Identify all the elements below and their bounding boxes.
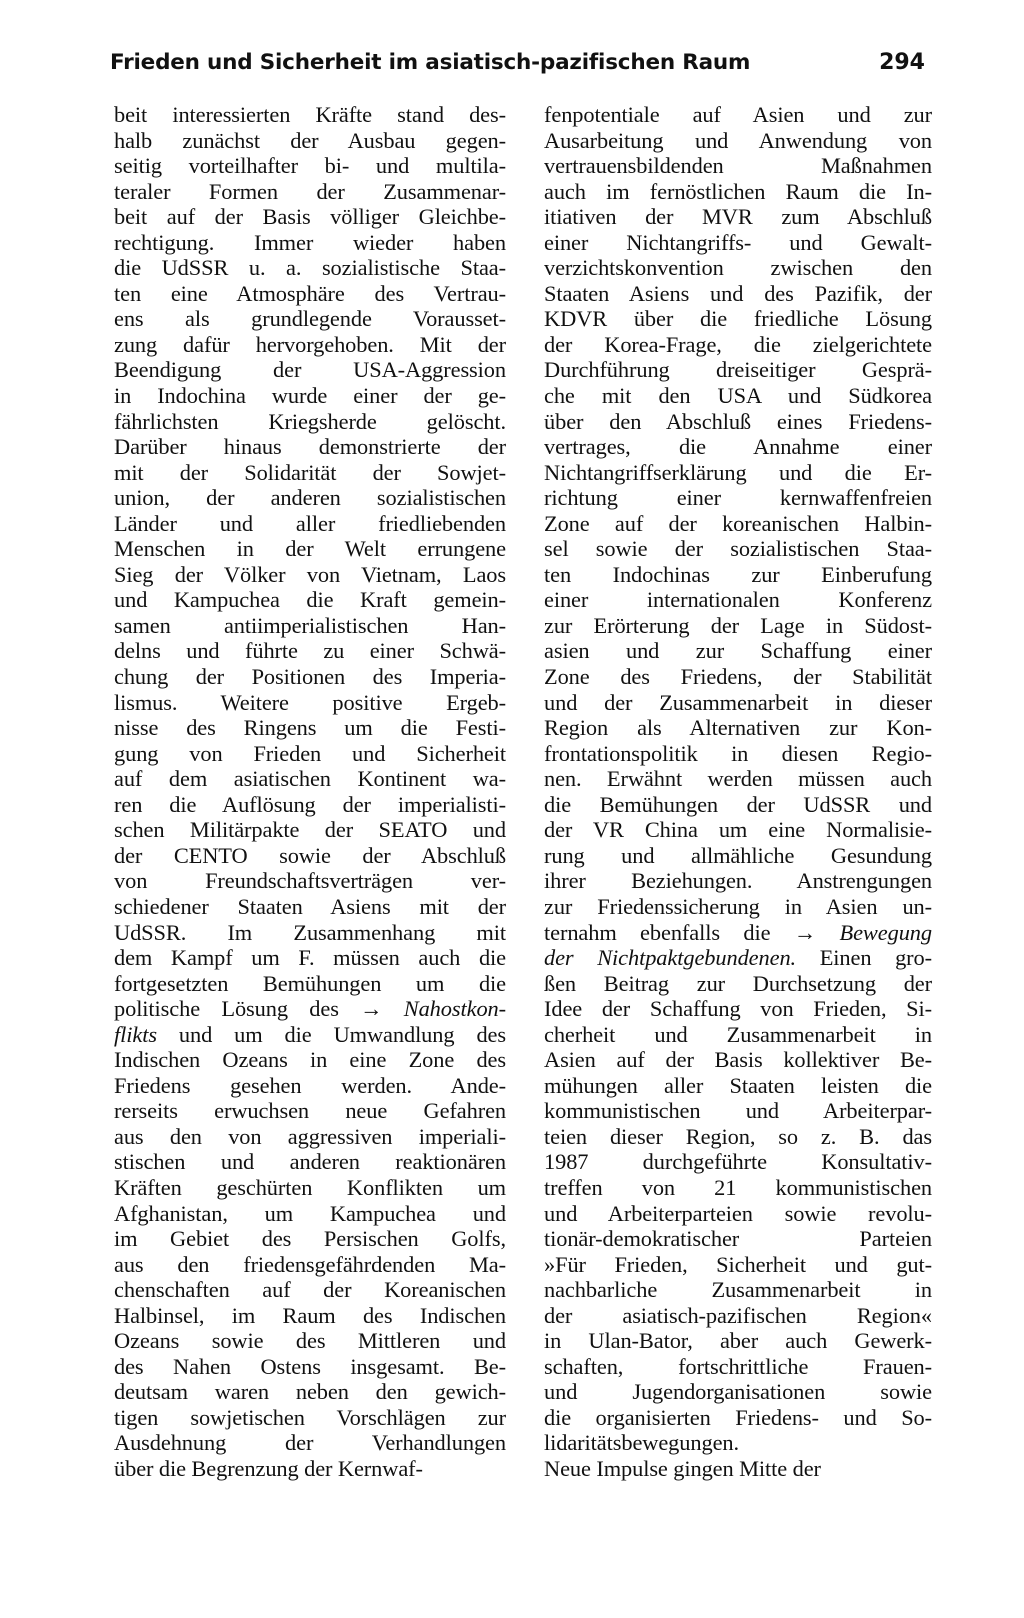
text-line: fenpotentiale auf Asien und zur [544,102,932,127]
text-line: Zone des Friedens, der Stabilität [544,664,932,690]
text-line: die UdSSR u. a. sozialistische Staa- [114,255,506,281]
text-line: der CENTO sowie der Abschluß [114,842,506,868]
text-line: Kräften geschürten Konflikten um [114,1174,506,1200]
text-line: KDVR über die friedliche Lösung [544,306,932,332]
text-line: Region als Alternativen zur Kon- [544,715,932,741]
text-line: und Kampuchea die Kraft gemein- [114,587,506,613]
text-line: zur Erörterung der Lage in Südost- [544,612,932,638]
text-line: ßen Beitrag zur Durchsetzung der [544,970,932,996]
text-line [114,1022,506,1048]
text-fragment: Einen gro- [796,945,932,971]
text-line: cherheit und Zusammenarbeit in [544,1021,932,1047]
text-fragment: ternahm ebenfalls die → [544,919,840,945]
text-line: auf dem asiatischen Kontinent wa- [114,766,506,792]
text-line: nen. Erwähnt werden müssen auch [544,766,932,792]
page-number: 294 [879,50,925,75]
text-line: Darüber hinaus demonstrierte der [114,434,506,460]
text-line: halb zunächst der Ausbau gegen- [114,127,506,153]
text-line: auch im fernöstlichen Raum die In- [544,178,932,204]
text-line: im Gebiet des Persischen Golfs, [114,1226,506,1252]
cross-reference-link[interactable]: flikts [114,1021,157,1047]
text-line: treffen von 21 kommunistischen [544,1174,932,1200]
right-text-column [544,102,932,1482]
text-line: lismus. Weitere positive Ergeb- [114,689,506,715]
running-head-title: Frieden und Sicherheit im asiatisch-pazifischen Raum [110,50,751,75]
text-line: asien und zur Schaffung einer [544,638,932,664]
text-line: stischen und anderen reaktionären [114,1149,506,1175]
text-line: die organisierten Friedens- und So- [544,1404,932,1430]
text-line: UdSSR. Im Zusammenhang mit [114,919,506,945]
text-line: in Ulan-Bator, aber auch Gewerk- [544,1328,932,1354]
text-line: rerseits erwuchsen neue Gefahren [114,1098,506,1124]
text-line: Länder und aller friedliebenden [114,510,506,536]
text-line: Menschen in der Welt errungene [114,536,506,562]
text-line: Sieg der Völker von Vietnam, Laos [114,561,506,587]
cross-reference-link[interactable]: der Nichtpaktgebundenen. [544,945,797,971]
text-line: tigen sowjetischen Vorschlägen zur [114,1404,506,1430]
text-line: seitig vorteilhafter bi- und multila- [114,153,506,179]
text-line: Ausarbeitung und Anwendung von [544,127,932,153]
text-line: schiedener Staaten Asiens mit der [114,893,506,919]
text-line: teien dieser Region, so z. B. das [544,1123,932,1149]
text-line: »Für Frieden, Sicherheit und gut- [544,1251,932,1277]
text-line: rung und allmähliche Gesundung [544,842,932,868]
text-line: mühungen aller Staaten leisten die [544,1072,932,1098]
text-line: verzichtskonvention zwischen den [544,255,932,281]
text-line: aus den friedensgefährdenden Ma- [114,1251,506,1277]
text-line: chung der Positionen des Imperia- [114,664,506,690]
text-line: der VR China um eine Normalisie- [544,817,932,843]
text-line: zur Friedenssicherung in Asien un- [544,893,932,919]
text-line: fährlichsten Kriegsherde gelöscht. [114,408,506,434]
text-line: Afghanistan, um Kampuchea und [114,1200,506,1226]
text-line: des Nahen Ostens insgesamt. Be- [114,1353,506,1379]
text-line: che mit den USA und Südkorea [544,383,932,409]
text-line: dem Kampf um F. müssen auch die [114,945,506,971]
text-line: kommunistischen und Arbeiterpar- [544,1098,932,1124]
text-line: schaften, fortschrittliche Frauen- [544,1353,932,1379]
text-line: Neue Impulse gingen Mitte der [544,1455,821,1481]
text-fragment: und um die Umwandlung des [156,1021,506,1047]
text-line: vertrauensbildenden Maßnahmen [544,153,932,179]
text-line [544,920,932,946]
text-line: aus den von aggressiven imperiali- [114,1123,506,1149]
text-line: ihrer Beziehungen. Anstrengungen [544,868,932,894]
text-line: ens als grundlegende Vorausset- [114,306,506,332]
text-line: und der Zusammenarbeit in dieser [544,689,932,715]
text-line: beit interessierten Kräfte stand des- [114,102,506,127]
text-line [544,945,932,971]
text-line: schen Militärpakte der SEATO und [114,817,506,843]
text-line: Zone auf der koreanischen Halbin- [544,510,932,536]
text-line: Ausdehnung der Verhandlungen [114,1430,506,1456]
text-line: samen antiimperialistischen Han- [114,612,506,638]
text-line: rechtigung. Immer wieder haben [114,229,506,255]
cross-reference-link[interactable]: Nahostkon- [403,996,506,1022]
text-line: und Arbeiterparteien sowie revolu- [544,1200,932,1226]
text-line: union, der anderen sozialistischen [114,485,506,511]
text-line: nachbarliche Zusammenarbeit in [544,1277,932,1303]
text-line: und Jugendorganisationen sowie [544,1379,932,1405]
text-line: über die Begrenzung der Kernwaf- [114,1455,423,1481]
text-line: delns und führte zu einer Schwä- [114,638,506,664]
text-line: beit auf der Basis völliger Gleichbe- [114,204,506,230]
page-header [110,50,925,84]
text-fragment: politische Lösung des → [114,996,404,1022]
text-line: deutsam waren neben den gewich- [114,1379,506,1405]
text-line: der Korea-Frage, die zielgerichtete [544,331,932,357]
text-line: nisse des Ringens um die Festi- [114,715,506,741]
text-line: 1987 durchgeführte Konsultativ- [544,1149,932,1175]
text-line: ren die Auflösung der imperialisti- [114,791,506,817]
text-line: Beendigung der USA-Aggression [114,357,506,383]
text-line: gung von Frieden und Sicherheit [114,740,506,766]
text-line: Staaten Asiens und des Pazifik, der [544,280,932,306]
text-line: sel sowie der sozialistischen Staa- [544,536,932,562]
text-line: itiativen der MVR zum Abschluß [544,204,932,230]
text-line: ten eine Atmosphäre des Vertrau- [114,280,506,306]
cross-reference-link[interactable]: Bewegung [839,919,932,945]
text-line: zung dafür hervorgehoben. Mit der [114,331,506,357]
text-line: Friedens gesehen werden. Ande- [114,1072,506,1098]
text-line: einer Nichtangriffs- und Gewalt- [544,229,932,255]
text-line: Ozeans sowie des Mittleren und [114,1328,506,1354]
text-line: chenschaften auf der Koreanischen [114,1277,506,1303]
text-line: Durchführung dreiseitiger Gesprä- [544,357,932,383]
text-line: mit der Solidarität der Sowjet- [114,459,506,485]
left-text-column [114,102,506,1482]
text-line: teraler Formen der Zusammenar- [114,178,506,204]
text-line: Halbinsel, im Raum des Indischen [114,1302,506,1328]
text-line: der asiatisch-pazifischen Region« [544,1302,932,1328]
text-line: vertrages, die Annahme einer [544,434,932,460]
text-line: Idee der Schaffung von Frieden, Si- [544,996,932,1022]
text-line: ten Indochinas zur Einberufung [544,561,932,587]
text-line [114,996,506,1022]
text-line: von Freundschaftsverträgen ver- [114,868,506,894]
text-line: richtung einer kernwaffenfreien [544,485,932,511]
text-line: Nichtangriffserklärung und die Er- [544,459,932,485]
text-line: tionär-demokratischer Parteien [544,1226,932,1252]
text-line: lidaritätsbewegungen. [544,1430,739,1456]
text-line: Asien auf der Basis kollektiver Be- [544,1047,932,1073]
text-line: fortgesetzten Bemühungen um die [114,970,506,996]
text-line: die Bemühungen der UdSSR und [544,791,932,817]
text-line: über den Abschluß eines Friedens- [544,408,932,434]
text-line: frontationspolitik in diesen Regio- [544,740,932,766]
text-line: Indischen Ozeans in eine Zone des [114,1047,506,1073]
text-line: einer internationalen Konferenz [544,587,932,613]
text-line: in Indochina wurde einer der ge- [114,383,506,409]
